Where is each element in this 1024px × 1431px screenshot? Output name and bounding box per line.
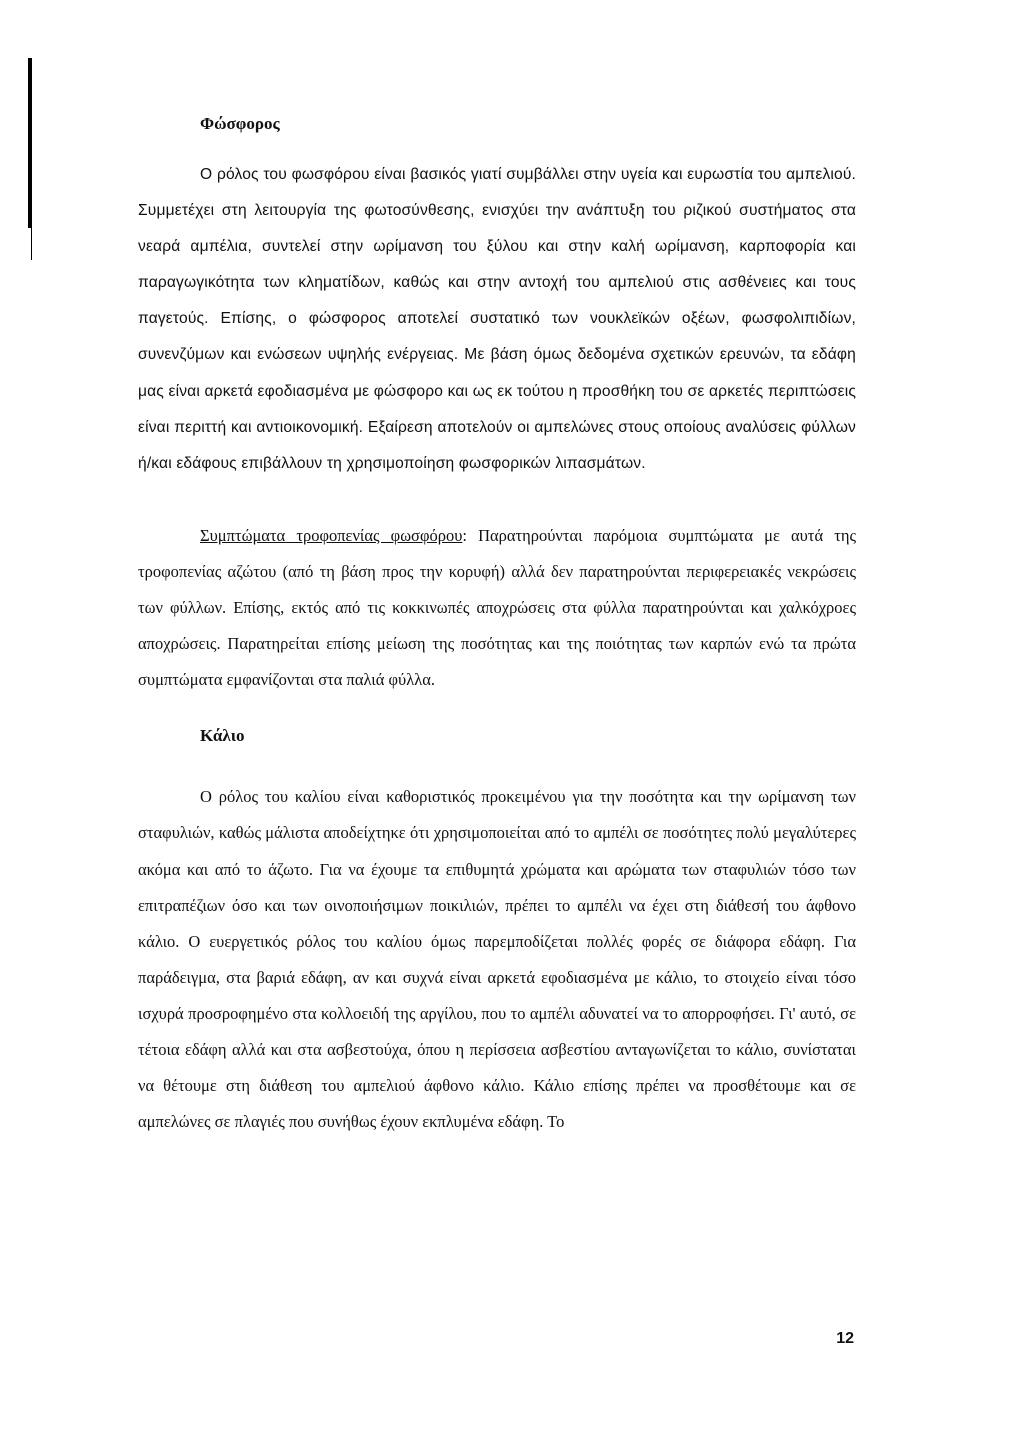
paragraph-phosphorus-role: Ο ρόλος του φωσφόρου είναι βασικός γιατί συμβάλλει στην υγεία και ευρωστία του αμπελιού. Συμμετέχει στη λειτουργία της φωτοσύνθεσης, ενισχύει την ανάπτυξη του ριζικού συστήματος στα νεαρά αμπέλια, συντελεί στην ωρίμανση του ξύλου και στην καλή ωρίμανση, καρποφορία και παραγωγικότητα των κληματίδων, καθώς και στην αντοχή του αμπελιού στις ασθένειες και τους παγετούς. Επίσης, ο φώσφορος αποτελεί συστατικό των νουκλεϊκών οξέων, φωσφολιπιδίων, συνενζύμων και ενώσεων υψηλής ενέργειας. Με βάση όμως δεδομένα σχετικών ερευνών, τα εδάφη μας είναι αρκετά εφοδιασμένα με φώσφορο και ως εκ τούτου η προσθήκη του σε αρκετές περιπτώσεις είναι περιττή και αντιοικονομική. Εξαίρεση αποτελούν οι αμπελώνες στους οποίους αναλύσεις φύλλων ή/και εδάφους επιβάλλουν τη χρησιμοποίηση φωσφορικών λιπασμάτων. bbox=[138, 166, 856, 472]
deficiency-text: : Παρατηρούνται παρόμοια συμπτώματα με αυτά της τροφοπενίας αζώτου (από τη βάση προς την κορυφή) αλλά δεν παρατηρούνται περιφερειακές νεκρώσεις των φύλλων. Επίσης, εκτός από τις κοκκινωπές αποχρώσεις στα φύλλα παρατηρούνται και χαλκόχροες αποχρώσεις. Παρατηρείται επίσης μείωση της ποσότητας και της ποιότητας των καρπών ενώ τα πρώτα συμπτώματα εμφανίζονται στα παλιά φύλλα. bbox=[138, 525, 856, 690]
paragraph-potassium-role: Ο ρόλος του καλίου είναι καθοριστικός προκειμένου για την ποσότητα και την ωρίμανση των σταφυλιών, καθώς μάλιστα αποδείχτηκε ότι χρησιμοποιείται από το αμπέλι σε ποσότητες πολύ μεγαλύτερες ακόμα και από το άζωτο. Για να έχουμε τα επιθυμητά χρώματα και αρώματα των σταφυλιών τόσο των επιτραπέζιων όσο και των οινοποιήσιμων ποικιλιών, πρέπει το αμπέλι να έχει στη διάθεσή του άφθονο κάλιο. Ο ευεργετικός ρόλος του καλίου όμως παρεμποδίζεται πολλές φορές σε διάφορα εδάφη. Για παράδειγμα, στα βαριά εδάφη, αν και συχνά είναι αρκετά εφοδιασμένα με κάλιο, το στοιχείο είναι τόσο ισχυρά προσροφημένο στα κολλοειδή της αργίλου, που το αμπέλι αδυνατεί να το απορροφήσει. Γι' αυτό, σε τέτοια εδάφη αλλά και στα ασβεστούχα, όπου η περίσσεια ασβεστίου ανταγωνίζεται το κάλιο, συνίσταται να θέτουμε στη διάθεση του αμπελιού άφθονο κάλιο. Κάλιο επίσης πρέπει να προσθέτουμε και σε αμπελώνες σε πλαγιές που συνήθως έχουν εκπλυμένα εδάφη. Το bbox=[138, 787, 856, 1132]
section-heading-potassium: Κάλιο bbox=[200, 726, 245, 746]
section-spacer bbox=[138, 698, 856, 716]
document-page bbox=[138, 104, 856, 1140]
scan-edge-mark bbox=[28, 58, 32, 228]
page-number: 12 bbox=[836, 1330, 854, 1347]
paragraph-spacer bbox=[138, 482, 856, 518]
deficiency-label: Συμπτώματα τροφοπενίας φωσφόρου bbox=[200, 525, 463, 545]
scan-edge-mark-thin bbox=[31, 228, 32, 260]
paragraph-phosphorus-deficiency bbox=[138, 518, 856, 698]
section-heading-phosphorus: Φώσφορος bbox=[200, 114, 280, 133]
